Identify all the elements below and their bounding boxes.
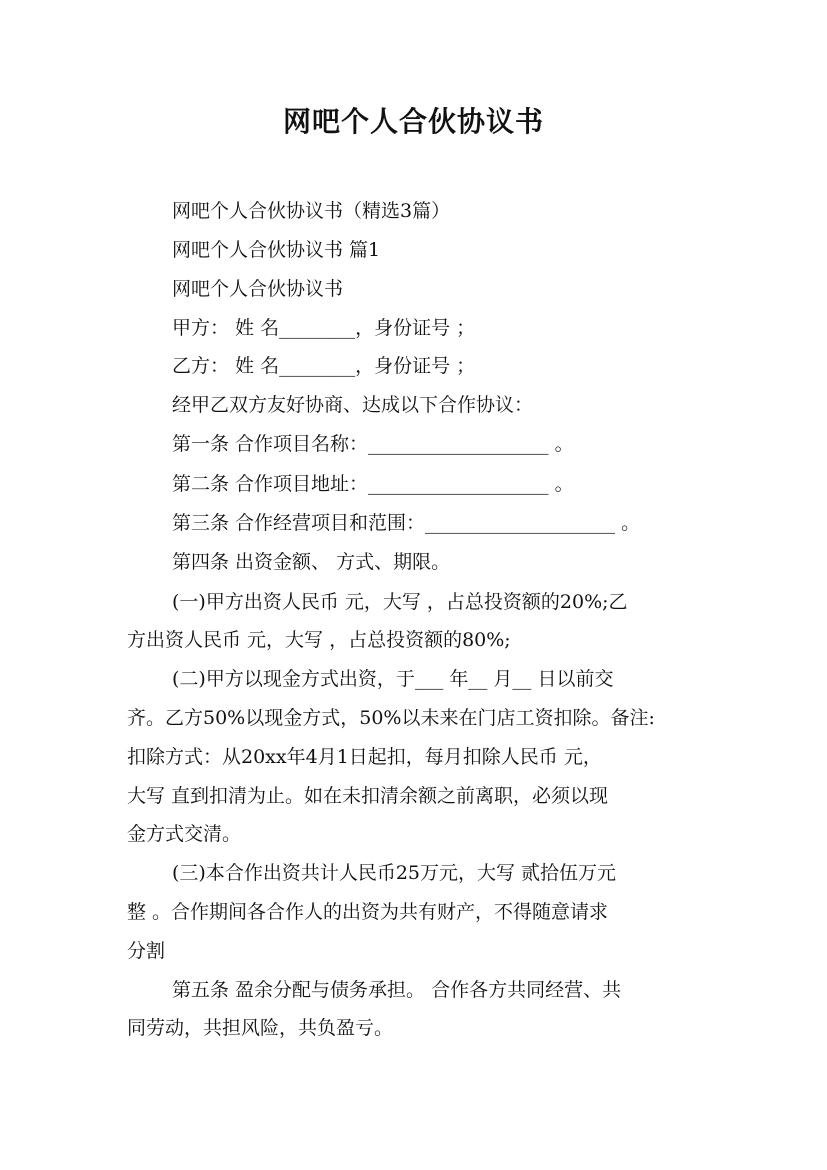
text-line: 网吧个人合伙协议书 bbox=[172, 278, 344, 300]
text-line: 乙方： 姓 名________，身份证号 ； bbox=[172, 355, 476, 377]
text-line: 网吧个人合伙协议书 篇1 bbox=[172, 239, 381, 261]
text-line: 网吧个人合伙协议书（精选3篇） bbox=[172, 200, 451, 222]
text-line: 经甲乙双方友好协商、达成以下合作协议： bbox=[172, 394, 534, 416]
text-line: 大写 直到扣清为止。如在未扣清余额之前离职，必须以现 bbox=[127, 785, 609, 807]
text-line: 第一条 合作项目名称：___________________ 。 bbox=[172, 433, 574, 455]
text-line: (二)甲方以现金方式出资，于___ 年__ 月__ 日以前交 bbox=[172, 668, 614, 690]
text-line: 第二条 合作项目地址：___________________ 。 bbox=[172, 473, 574, 495]
text-line: 第五条 盈余分配与债务承担。 合作各方共同经营、共 bbox=[172, 979, 622, 1001]
text-line: 同劳动，共担风险，共负盈亏。 bbox=[127, 1017, 394, 1039]
text-line: 分割 bbox=[127, 940, 166, 962]
text-line: 第四条 出资金额、 方式、期限。 bbox=[172, 551, 451, 573]
text-line: 金方式交清。 bbox=[127, 823, 242, 845]
text-line: (一)甲方出资人民币 元，大写 ，占总投资额的20%;乙 bbox=[172, 591, 628, 613]
text-line: 方出资人民币 元，大写 ，占总投资额的80%; bbox=[127, 629, 511, 651]
text-line: (三)本合作出资共计人民币25万元，大写 贰拾伍万元 bbox=[172, 862, 617, 884]
text-line: 整 。合作期间各合作人的出资为共有财产，不得随意请求 bbox=[127, 901, 609, 923]
text-line: 齐。乙方50%以现金方式，50%以未来在门店工资扣除。备注: bbox=[127, 707, 655, 729]
document-title: 网吧个人合伙协议书 bbox=[282, 105, 544, 138]
text-line: 甲方： 姓 名________，身份证号 ； bbox=[172, 317, 476, 339]
text-line: 第三条 合作经营项目和范围：____________________ 。 bbox=[172, 512, 641, 534]
text-line: 扣除方式：从20xx年4月1日起扣，每月扣除人民币 元， bbox=[127, 746, 602, 768]
